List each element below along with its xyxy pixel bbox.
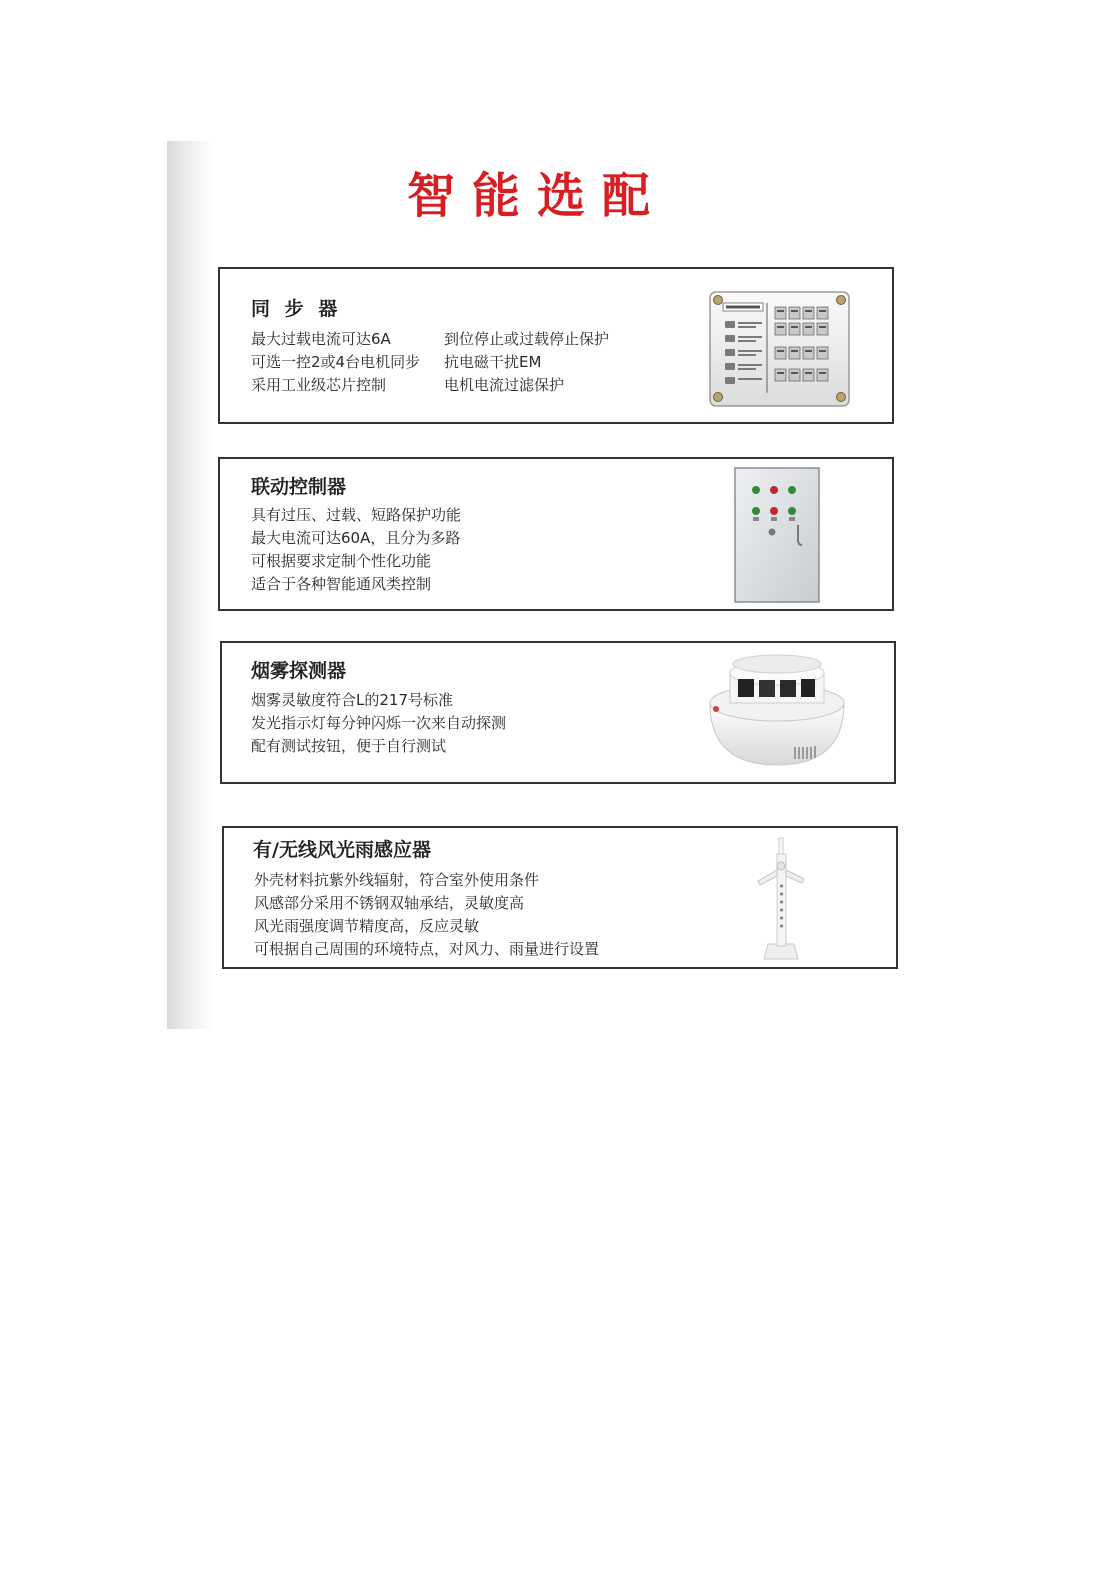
feature-item: 外壳材料抗紫外线辐射，符合室外使用条件 (254, 871, 540, 889)
feature-list (254, 869, 599, 961)
feature-item: 具有过压、过载、短路保护功能 (251, 506, 462, 524)
feature-item: 烟雾灵敏度符合L的217号标准 (251, 691, 453, 709)
feature-item: 可选一控2或4台电机同步 (251, 353, 421, 371)
feature-item: 抗电磁干扰EM (444, 353, 542, 371)
card-title: 联动控制器 (251, 476, 347, 498)
feature-item: 到位停止或过载停止保护 (444, 330, 610, 348)
feature-list (251, 504, 461, 596)
wind-sun-rain-sensor-image (746, 834, 816, 966)
feature-list-left (251, 328, 420, 397)
feature-item: 可根据要求定制个性化功能 (251, 552, 432, 570)
card-title: 同 步 器 (251, 298, 342, 320)
linkage-control-cabinet-image (732, 465, 822, 605)
page-title: 智能选配 (406, 168, 667, 224)
feature-list-right (444, 328, 609, 397)
feature-item: 采用工业级芯片控制 (251, 376, 387, 394)
card-smoke-detector (220, 641, 896, 784)
feature-item: 配有测试按钮，便于自行测试 (251, 737, 447, 755)
feature-item: 风感部分采用不锈钢双轴承结，灵敏度高 (254, 894, 525, 912)
feature-item: 适合于各种智能通风类控制 (251, 575, 432, 593)
feature-item: 最大过载电流可达6A (251, 330, 391, 348)
card-wind-sun-rain-sensor (222, 826, 898, 969)
feature-item: 最大电流可达60A，且分为多路 (251, 529, 461, 547)
feature-item: 发光指示灯每分钟闪烁一次来自动探测 (251, 714, 507, 732)
card-sync-controller (218, 267, 894, 424)
card-linkage-controller (218, 457, 894, 611)
feature-list (251, 689, 506, 758)
sync-controller-panel-image (707, 289, 852, 409)
card-title: 有/无线风光雨感应器 (253, 839, 431, 861)
smoke-detector-image (702, 653, 852, 773)
feature-item: 电机电流过滤保护 (444, 376, 565, 394)
feature-item: 可根据自己周围的环境特点，对风力、雨量进行设置 (254, 940, 600, 958)
card-title: 烟雾探测器 (251, 660, 347, 682)
feature-item: 风光雨强度调节精度高，反应灵敏 (254, 917, 480, 935)
